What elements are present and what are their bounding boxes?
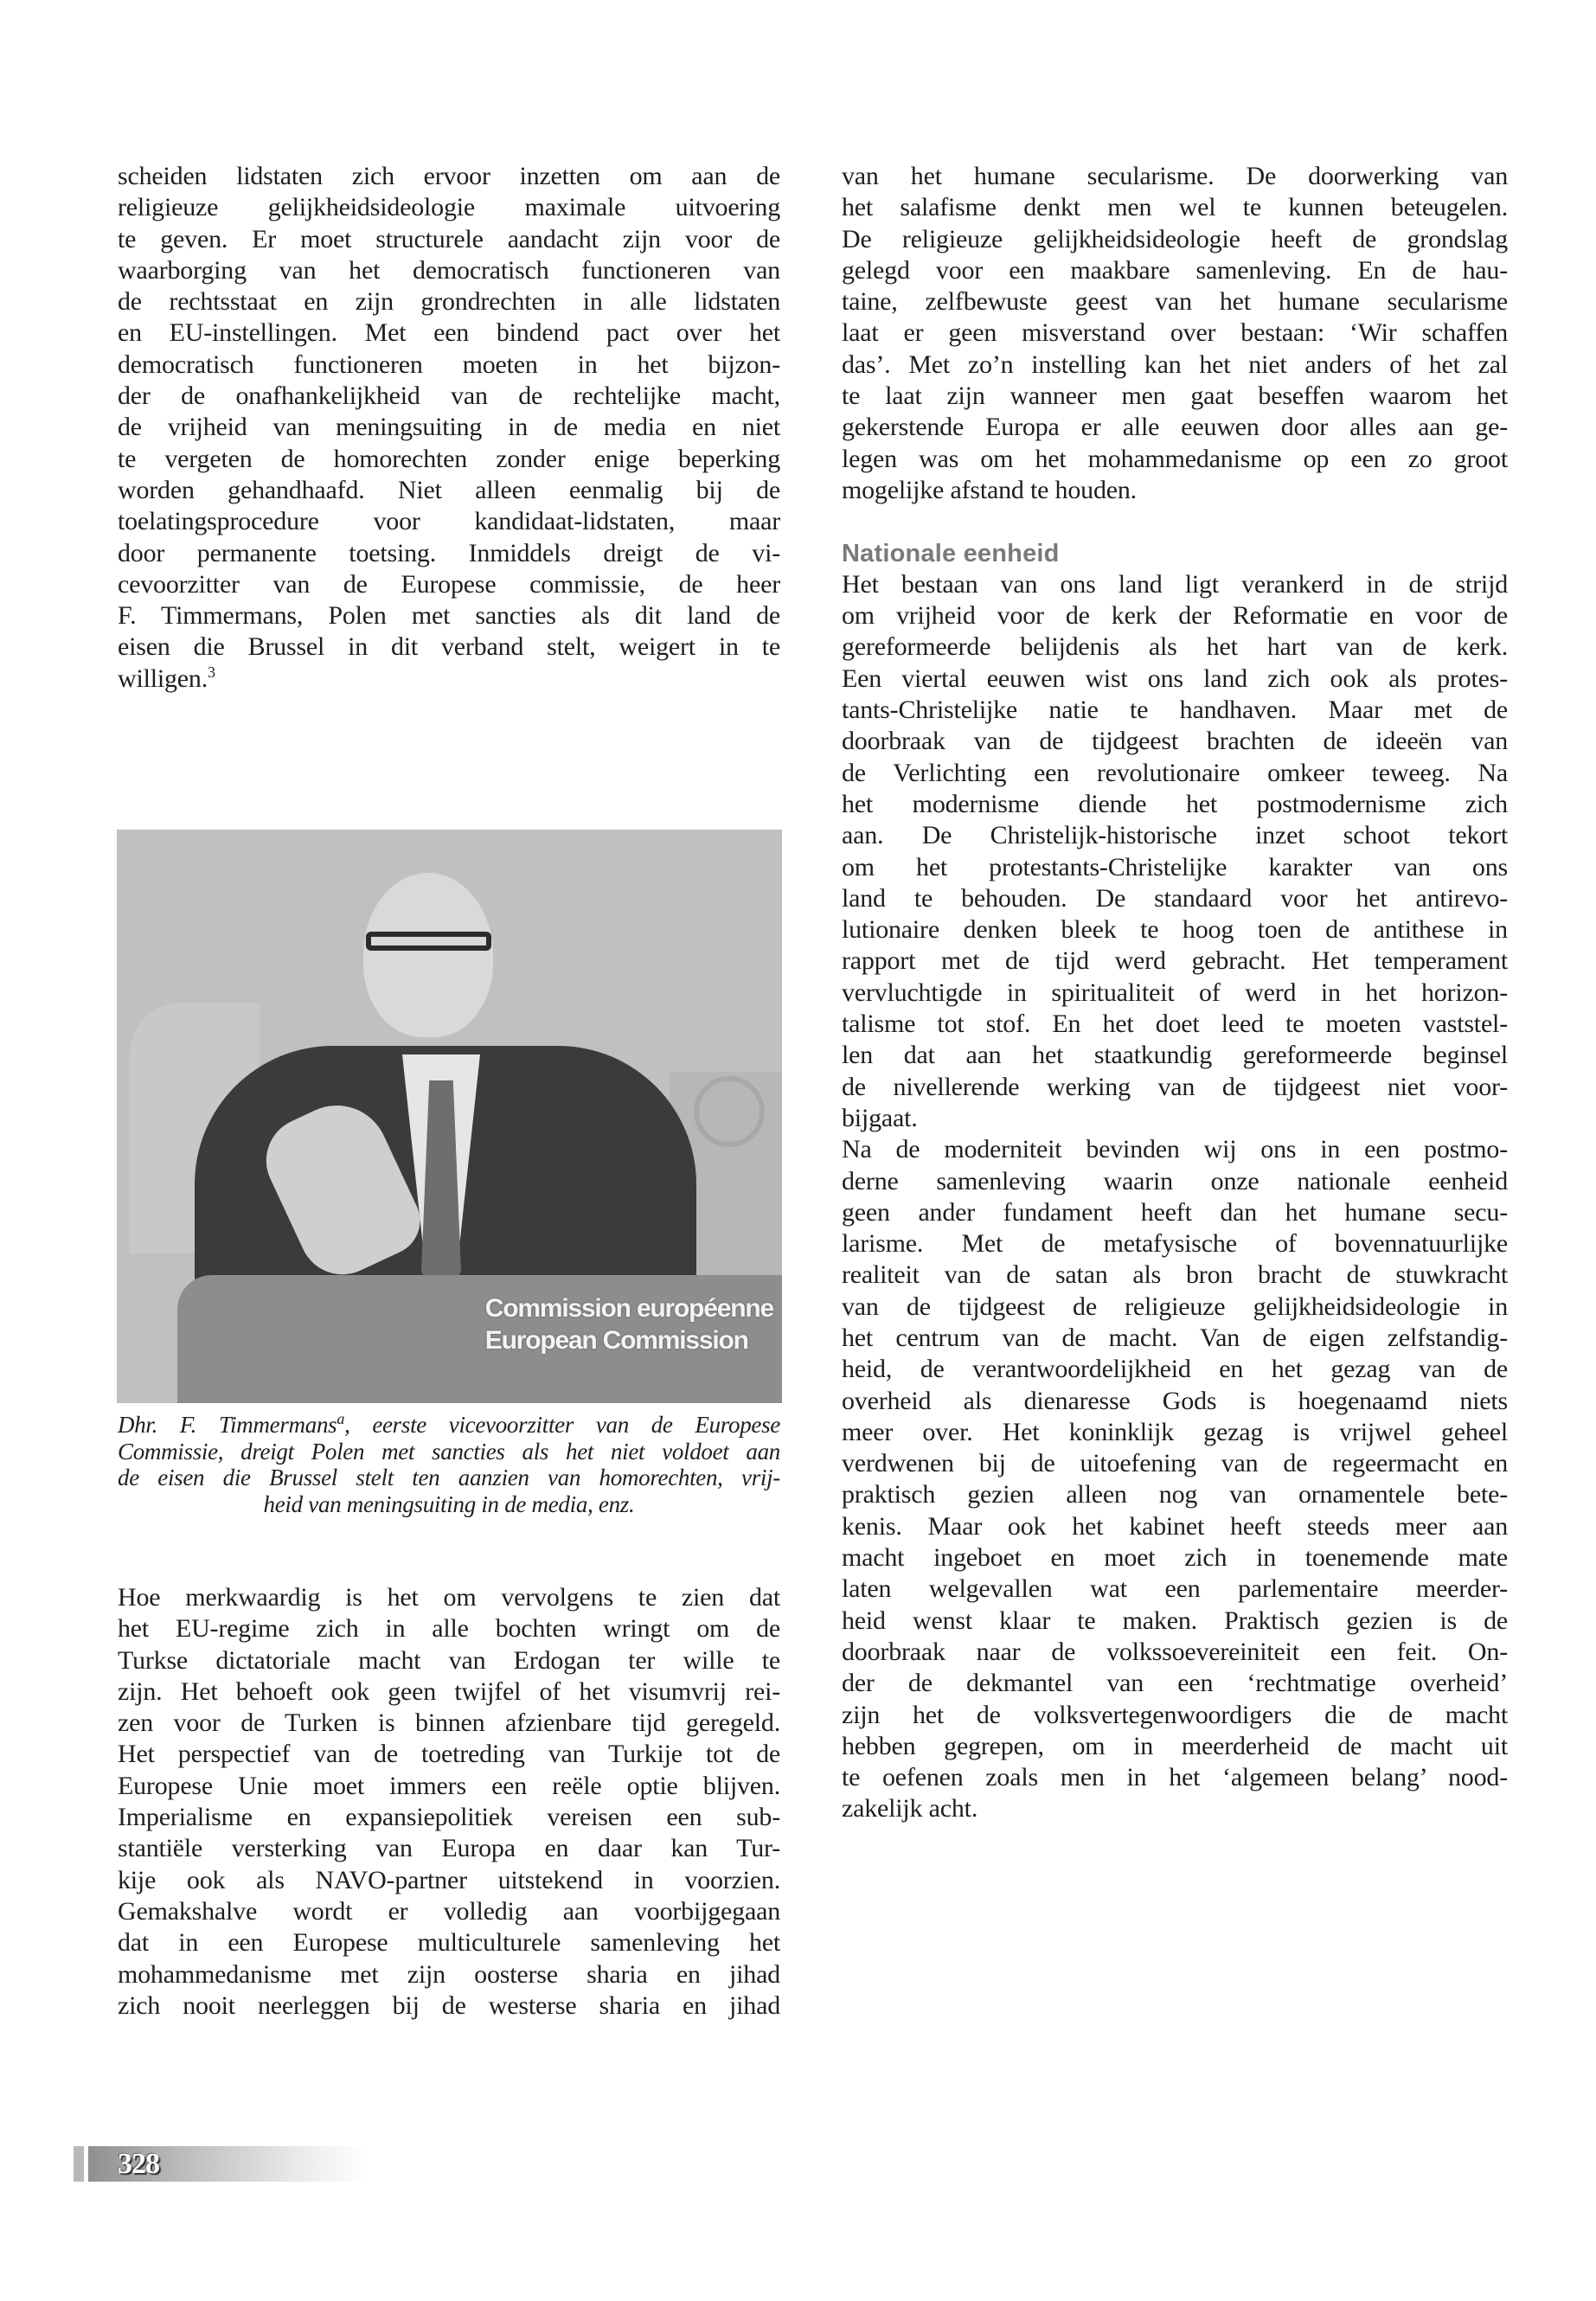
- text-line: laat er geen misverstand over bestaan: ‘Wir schaffen: [842, 318, 1508, 348]
- text-line: het modernisme diende het postmodernisme zich: [842, 789, 1508, 818]
- text-line: Gemakshalve wordt er volledig aan voorbijgegaan: [118, 1896, 780, 1926]
- text-line: om het protestants-Christelijke karakter van ons: [842, 852, 1508, 881]
- text-line: legen was om het mohammedanisme op een zo groot: [842, 444, 1508, 473]
- text-line: zich nooit neerleggen bij de westerse sharia en jihad: [118, 1990, 780, 2020]
- section-heading: Nationale eenheid: [842, 539, 1060, 567]
- photo-head: [363, 873, 493, 1037]
- footnote-reference[interactable]: a: [337, 1410, 345, 1427]
- text-line: kenis. Maar ook het kabinet heeft steeds meer aan: [842, 1511, 1508, 1541]
- text-line: laten welgevallen wat een parlementaire meerder-: [842, 1574, 1508, 1604]
- text-line: democratisch functioneren moeten in het bijzon-: [118, 349, 780, 379]
- text-line: derne samenleving waarin onze nationale eenheid: [842, 1166, 1508, 1195]
- caption-line: Commissie, dreigt Polen met sancties als het niet voldoet aan: [118, 1438, 780, 1465]
- text-line: land te behouden. De standaard voor het antirevo-: [842, 883, 1508, 913]
- text-line: doorbraak van de tijdgeest brachten de ideeën van: [842, 727, 1508, 756]
- text-line: gekerstende Europa er alle eeuwen door alles aan ge-: [842, 413, 1508, 442]
- text-line: Hoe merkwaardig is het om vervolgens te zien dat: [118, 1583, 780, 1612]
- text-line: der de onafhankelijkheid van de rechtelijke macht,: [118, 381, 780, 411]
- caption-line: heid van meningsuiting in de media, enz.: [263, 1490, 635, 1517]
- text-line: Een viertal eeuwen wist ons land zich ook als protes-: [842, 663, 1508, 693]
- caption-line: [118, 1412, 780, 1439]
- text-line: larisme. Met de metafysische of bovennatuurlijke: [842, 1229, 1508, 1259]
- text-line: taine, zelfbewuste geest van het humane secularisme: [842, 287, 1508, 317]
- text-line: de vrijheid van meningsuiting in de media en niet: [118, 413, 780, 442]
- text-line: gereformeerde belijdenis als het hart van de kerk.: [842, 632, 1508, 662]
- text-line: verdwenen bij de uitoefening van de regeermacht en: [842, 1449, 1508, 1478]
- text-line: macht ingeboet en moet zich in toenemende mate: [842, 1543, 1508, 1573]
- text-line: mogelijke afstand te houden.: [842, 475, 1137, 504]
- text-line: realiteit van de satan als bron bracht de stuwkracht: [842, 1260, 1508, 1290]
- text-line: De religieuze gelijkheidsideologie heeft de grondslag: [842, 224, 1508, 253]
- text-line: zijn het de volksvertegenwoordigers die de macht: [842, 1700, 1508, 1729]
- text-line: rapport met de tijd werd gebracht. Het temperament: [842, 946, 1508, 976]
- text-line: van het humane secularisme. De doorwerking van: [842, 162, 1508, 190]
- text-line: cevoorzitter van de Europese commissie, de heer: [118, 569, 780, 599]
- text-line: stantiële versterking van Europa en daar kan Tur-: [118, 1834, 780, 1863]
- text-line: het centrum van de macht. Van de eigen zelfstandig-: [842, 1323, 1508, 1352]
- text-line: en EU-instellingen. Met een bindend pact over het: [118, 318, 780, 348]
- text-line: talisme tot stof. En het doet leed te moeten vaststel-: [842, 1009, 1508, 1039]
- text-line: [118, 663, 780, 695]
- text-line: meer over. Het koninklijk gezag is vrijwel geheel: [842, 1417, 1508, 1446]
- page-number: 328: [118, 2148, 159, 2180]
- footnote-reference[interactable]: 3: [208, 663, 215, 681]
- text-line: der de dekmantel van een ‘rechtmatige overheid’: [842, 1669, 1508, 1698]
- podium-label: [485, 1292, 773, 1356]
- text-line: om vrijheid voor de kerk der Reformatie en voor de: [842, 601, 1508, 631]
- text-line: lutionaire denken bleek te hoog toen de antithese in: [842, 915, 1508, 945]
- text-line: van de tijdgeest de religieuze gelijkheidsideologie in: [842, 1292, 1508, 1321]
- text-line: te oefenen zoals men in het ‘algemeen belang’ nood-: [842, 1763, 1508, 1792]
- text-line: het salafisme denkt men wel te kunnen beteugelen.: [842, 193, 1508, 222]
- text-line: tants-Christelijke natie te handhaven. Maar met de: [842, 695, 1508, 725]
- text-line: heid, de verantwoordelijkheid en het gezag van de: [842, 1355, 1508, 1384]
- text-line: zakelijk acht.: [842, 1794, 978, 1823]
- text-line: praktisch gezien alleen nog van ornamentele bete-: [842, 1480, 1508, 1509]
- right-column-paragraph-3: [842, 1134, 1508, 1825]
- text-line: te laat zijn wanneer men gaat beseffen waarom het: [842, 381, 1508, 411]
- text-line: bijgaat.: [842, 1103, 918, 1132]
- page-bar-stub: [74, 2146, 84, 2182]
- podium-label-fr: Commission européenne: [484, 1294, 773, 1323]
- page-number-bar: [74, 2146, 368, 2182]
- text-line: het EU-regime zich in alle bochten wringt om de: [118, 1614, 780, 1644]
- left-column-paragraph-1: [118, 161, 780, 695]
- text-line: zen voor de Turken is binnen afzienbare tijd geregeld.: [118, 1708, 780, 1738]
- text-line: eisen die Brussel in dit verband stelt, weigert in te: [118, 632, 780, 662]
- left-column-paragraph-2: [118, 1582, 780, 2022]
- right-column-paragraph-2: [842, 569, 1508, 1134]
- text-line: hebben gegrepen, om in meerderheid de macht uit: [842, 1731, 1508, 1760]
- text-fragment: willigen.: [118, 663, 208, 693]
- commission-emblem-icon: [694, 1076, 765, 1147]
- paragraph-spacer: [842, 506, 1508, 537]
- text-line: F. Timmermans, Polen met sancties als dit land de: [118, 601, 780, 631]
- text-line: de nivellerende werking van de tijdgeest niet voor-: [842, 1072, 1508, 1101]
- text-line: Turkse dictatoriale macht van Erdogan ter wille te: [118, 1645, 780, 1675]
- text-line: overheid als dienaresse Gods is hoegenaamd niets: [842, 1386, 1508, 1415]
- text-line: heid wenst klaar te maken. Praktisch gezien is de: [842, 1606, 1508, 1635]
- text-line: toelatingsprocedure voor kandidaat-lidstaten, maar: [118, 507, 780, 536]
- text-line: Europese Unie moet immers een reële optie blijven.: [118, 1771, 780, 1800]
- right-column-paragraph-1: [842, 161, 1508, 506]
- text-line: Het bestaan van ons land ligt verankerd in de strijd: [842, 569, 1508, 599]
- text-fragment: Dhr. F. Timmermans: [118, 1412, 337, 1438]
- text-line: door permanente toetsing. Inmiddels dreigt de vi-: [118, 538, 780, 567]
- caption-line: de eisen die Brussel stelt ten aanzien van homorechten, vrij-: [118, 1465, 780, 1490]
- text-line: dat in een Europese multiculturele samenleving het: [118, 1928, 780, 1958]
- text-line: das’. Met zo’n instelling kan het niet anders of het zal: [842, 349, 1508, 379]
- text-line: mohammedanisme met zijn oosterse sharia en jihad: [118, 1959, 780, 1989]
- text-line: aan. De Christelijk-historische inzet schoot tekort: [842, 821, 1508, 850]
- photo-glasses: [366, 932, 491, 951]
- photo-caption: [118, 1412, 780, 1517]
- text-line: scheiden lidstaten zich ervoor inzetten om aan de: [118, 162, 780, 190]
- text-fragment: , eerste vicevoorzitter van de Europese: [344, 1412, 780, 1438]
- text-line: vervluchtigde in spiritualiteit of werd in het horizon-: [842, 977, 1508, 1007]
- text-line: de rechtsstaat en zijn grondrechten in alle lidstaten: [118, 287, 780, 317]
- text-line: religieuze gelijkheidsideologie maximale uitvoering: [118, 193, 780, 222]
- text-line: geen ander fundament heeft dan het humane secu-: [842, 1197, 1508, 1227]
- text-line: waarborging van het democratisch functioneren van: [118, 255, 780, 285]
- text-line: doorbraak naar de volkssoevereiniteit een feit. On-: [842, 1637, 1508, 1666]
- text-line: gelegd voor een maakbare samenleving. En de hau-: [842, 255, 1508, 285]
- right-column: [842, 161, 1508, 1825]
- text-line: Na de moderniteit bevinden wij ons in een postmo-: [842, 1135, 1508, 1164]
- text-line: kije ook als NAVO-partner uitstekend in voorzien.: [118, 1865, 780, 1894]
- photo-timmermans: [117, 830, 782, 1403]
- text-line: de Verlichting een revolutionaire omkeer teweeg. Na: [842, 758, 1508, 787]
- text-line: zijn. Het behoeft ook geen twijfel of het visumvrij rei-: [118, 1676, 780, 1706]
- text-line: len dat aan het staatkundig gereformeerde beginsel: [842, 1041, 1508, 1070]
- text-line: Imperialisme en expansiepolitiek vereisen een sub-: [118, 1803, 780, 1832]
- text-line: te vergeten de homorechten zonder enige beperking: [118, 444, 780, 473]
- text-line: Het perspectief van de toetreding van Turkije tot de: [118, 1740, 780, 1769]
- podium-label-en: European Commission: [484, 1326, 748, 1355]
- text-line: te geven. Er moet structurele aandacht zijn voor de: [118, 224, 780, 253]
- text-line: worden gehandhaafd. Niet alleen eenmalig bij de: [118, 475, 780, 504]
